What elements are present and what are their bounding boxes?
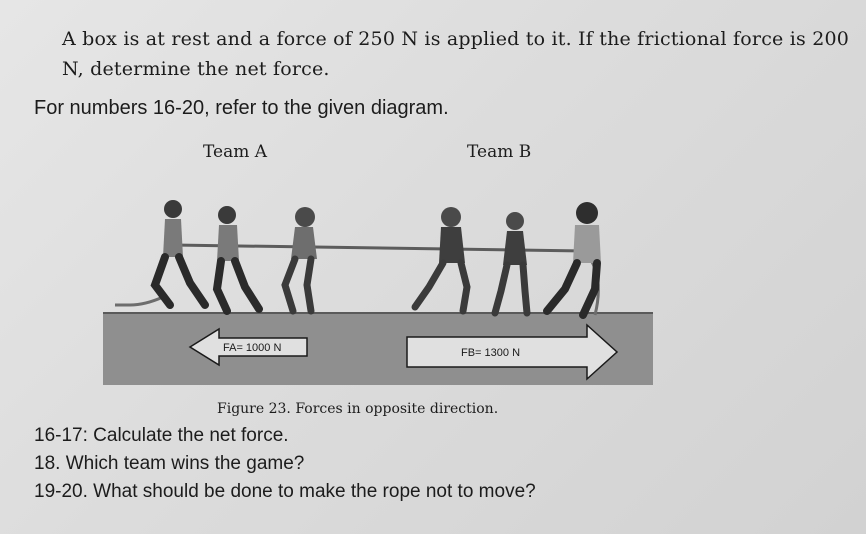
- team-b-label: Team B: [467, 142, 532, 162]
- force-a-label: FA= 1000 N: [223, 342, 282, 354]
- team-a-figure-3: [285, 207, 317, 311]
- team-b-figure-1: [415, 207, 467, 311]
- problem-statement: A box is at rest and a force of 250 N is applied to it. If the frictional force is 200 N, determine the net force.: [62, 28, 850, 80]
- team-b-figure-3: [547, 202, 601, 315]
- instruction-text: For numbers 16-20, refer to the given diagram.: [34, 97, 449, 119]
- team-a-label: Team A: [203, 142, 268, 162]
- rope-end-left: [115, 297, 163, 305]
- question-16-17: 16-17: Calculate the net force.: [34, 425, 289, 446]
- team-a-figure-2: [217, 206, 259, 311]
- team-b-figure-2: [495, 212, 527, 313]
- force-b-label: FB= 1300 N: [461, 347, 521, 359]
- figure-caption: Figure 23. Forces in opposite direction.: [217, 401, 499, 417]
- tug-of-war-figure: [95, 165, 670, 387]
- team-a-figure-1: [155, 200, 205, 305]
- question-18: 18. Which team wins the game?: [34, 453, 305, 474]
- question-19-20: 19-20. What should be done to make the rope not to move?: [34, 481, 536, 502]
